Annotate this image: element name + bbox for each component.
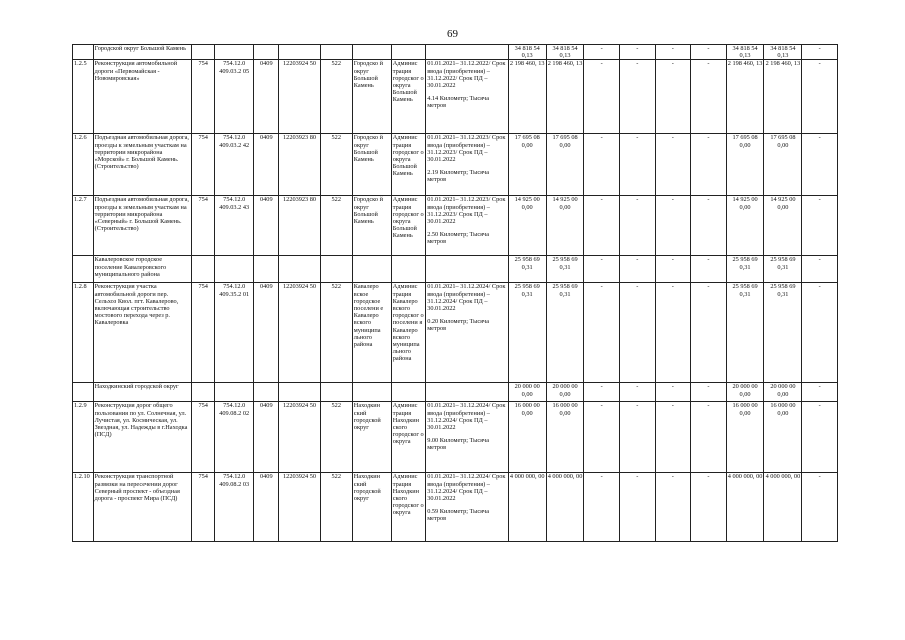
amount-cell: 25 958 69 0,31 xyxy=(726,283,764,383)
section-code: 0409 xyxy=(254,60,279,134)
empty-cell xyxy=(215,256,254,283)
dash-cell: - xyxy=(802,60,838,134)
row-number: 1.2.5 xyxy=(73,60,94,134)
table-row xyxy=(73,134,838,196)
group-name: Находкинский городской округ xyxy=(93,383,192,402)
dash-cell: - xyxy=(691,60,727,134)
budget-table xyxy=(72,44,838,542)
dash-cell: - xyxy=(584,134,620,196)
responsible-body: Админис трация городског о округа Большой Камень xyxy=(391,134,425,196)
section-code: 0409 xyxy=(254,402,279,473)
term-text: 01.01.2021– 31.12.2023/ Срок ввода (приобретения) – 31.12.2023/ Срок ПД – 30.01.2022 xyxy=(427,196,506,226)
amount-cell: 14 925 00 0,00 xyxy=(764,196,802,256)
dash-cell: - xyxy=(802,383,838,402)
amount-cell: 25 958 69 0,31 xyxy=(726,256,764,283)
term-and-capacity xyxy=(426,196,509,256)
dash-cell: - xyxy=(802,283,838,383)
expense-type-code: 522 xyxy=(320,134,352,196)
dash-cell: - xyxy=(620,473,656,542)
responsible-body: Админис трация Кавалеро вского городског о поселени я Кавалеро вского муниципа льного района xyxy=(391,283,425,383)
amount-cell: 16 000 00 0,00 xyxy=(726,402,764,473)
municipality: Кавалеро вское городское поселени е Кавалеро вского муниципа льного района xyxy=(352,283,391,383)
dash-cell: - xyxy=(655,196,691,256)
dash-cell: - xyxy=(584,402,620,473)
amount-cell: 14 925 00 0,00 xyxy=(508,196,546,256)
term-and-capacity xyxy=(426,60,509,134)
expense-type-code: 522 xyxy=(320,473,352,542)
object-name: Реконструкция дорог общего пользования по ул. Солнечная, ул. Лучистая, ул. Космическая, ул. Звездная, ул. Надежды в г.Находка (ПСД) xyxy=(93,402,192,473)
capacity-text: 2.50 Километр; Тысяча метров xyxy=(427,231,490,246)
amount-cell: 14 925 00 0,00 xyxy=(726,196,764,256)
dash-cell: - xyxy=(620,283,656,383)
target-article-code: 12203923 80 xyxy=(279,196,320,256)
dash-cell: - xyxy=(620,196,656,256)
term-text: 01.01.2021– 31.12.2024/ Срок ввода (приобретения) – 31.12.2024/ Срок ПД – 30.01.2022 xyxy=(427,283,506,313)
section-code: 0409 xyxy=(254,134,279,196)
dash-cell: - xyxy=(584,196,620,256)
dash-cell: - xyxy=(691,45,727,60)
grbs-code: 754 xyxy=(192,196,215,256)
empty-cell xyxy=(426,256,509,283)
table-row xyxy=(73,196,838,256)
amount-cell: 25 958 69 0,31 xyxy=(764,256,802,283)
grbs-code: 754 xyxy=(192,473,215,542)
empty-cell xyxy=(192,256,215,283)
empty-cell xyxy=(320,256,352,283)
empty-cell xyxy=(254,45,279,60)
term-text: 01.01.2021– 31.12.2024/ Срок ввода (приобретения) – 31.12.2024/ Срок ПД – 30.01.2022 xyxy=(427,473,506,503)
dash-cell: - xyxy=(802,196,838,256)
amount-cell: 2 198 460, 13 xyxy=(764,60,802,134)
classification-code: 754.12.0 409.35.2 01 xyxy=(215,283,254,383)
dash-cell: - xyxy=(620,256,656,283)
empty-cell xyxy=(254,256,279,283)
classification-code: 754.12.0 409.03.2 05 xyxy=(215,60,254,134)
group-row xyxy=(73,383,838,402)
responsible-body: Админис трация Находкин ского городског о округа xyxy=(391,473,425,542)
object-name: Реконструкция автомобильной дороги «Первомайская - Новомировская» xyxy=(93,60,192,134)
table-row xyxy=(73,283,838,383)
empty-cell xyxy=(352,256,391,283)
term-and-capacity xyxy=(426,283,509,383)
responsible-body: Админис трация городског о округа Большой Камень xyxy=(391,196,425,256)
dash-cell: - xyxy=(584,383,620,402)
amount-cell: 17 695 08 0,00 xyxy=(764,134,802,196)
grbs-code: 754 xyxy=(192,134,215,196)
amount-cell: 2 198 460, 13 xyxy=(546,60,584,134)
expense-type-code: 522 xyxy=(320,402,352,473)
page-number: 69 xyxy=(447,28,458,40)
row-number: 1.2.9 xyxy=(73,402,94,473)
row-number xyxy=(73,383,94,402)
table-row xyxy=(73,60,838,134)
amount-cell: 2 198 460, 13 xyxy=(508,60,546,134)
dash-cell: - xyxy=(620,383,656,402)
empty-cell xyxy=(320,45,352,60)
amount-cell: 25 958 69 0,31 xyxy=(508,256,546,283)
amount-cell: 17 695 08 0,00 xyxy=(546,134,584,196)
dash-cell: - xyxy=(584,256,620,283)
empty-cell xyxy=(215,45,254,60)
empty-cell xyxy=(215,383,254,402)
dash-cell: - xyxy=(584,45,620,60)
amount-cell: 4 000 000, 00 xyxy=(764,473,802,542)
dash-cell: - xyxy=(655,383,691,402)
object-name: Реконструкция транспортной развязки на пересечении дорог Северный проспект - объездная дорога - проспект Мира (ПСД) xyxy=(93,473,192,542)
group-row xyxy=(73,45,838,60)
target-article-code: 12203924 50 xyxy=(279,60,320,134)
empty-cell xyxy=(391,45,425,60)
target-article-code: 12203924 50 xyxy=(279,473,320,542)
grbs-code: 754 xyxy=(192,402,215,473)
row-number: 1.2.7 xyxy=(73,196,94,256)
amount-cell: 17 695 08 0,00 xyxy=(508,134,546,196)
term-and-capacity xyxy=(426,473,509,542)
term-and-capacity xyxy=(426,134,509,196)
grbs-code: 754 xyxy=(192,60,215,134)
dash-cell: - xyxy=(655,402,691,473)
dash-cell: - xyxy=(655,45,691,60)
capacity-text: 0.20 Километр; Тысяча метров xyxy=(427,318,490,333)
amount-cell: 2 198 460, 13 xyxy=(726,60,764,134)
empty-cell xyxy=(279,45,320,60)
row-number: 1.2.8 xyxy=(73,283,94,383)
dash-cell: - xyxy=(655,256,691,283)
municipality: Городско й округ Большой Камень xyxy=(352,196,391,256)
amount-cell: 4 000 000, 00 xyxy=(726,473,764,542)
section-code: 0409 xyxy=(254,473,279,542)
target-article-code: 12203923 80 xyxy=(279,134,320,196)
amount-cell: 4 000 000, 00 xyxy=(546,473,584,542)
amount-cell: 34 818 54 0,13 xyxy=(508,45,546,60)
dash-cell: - xyxy=(802,134,838,196)
group-name: Кавалеровское городское поселение Кавалеровского муниципального района xyxy=(93,256,192,283)
amount-cell: 20 000 00 0,00 xyxy=(508,383,546,402)
dash-cell: - xyxy=(620,60,656,134)
expense-type-code: 522 xyxy=(320,60,352,134)
amount-cell: 25 958 69 0,31 xyxy=(546,256,584,283)
section-code: 0409 xyxy=(254,283,279,383)
group-name: Городской округ Большой Камень xyxy=(93,45,192,60)
dash-cell: - xyxy=(691,283,727,383)
municipality: Находкин ский городской округ xyxy=(352,402,391,473)
table-row xyxy=(73,402,838,473)
section-code: 0409 xyxy=(254,196,279,256)
object-name: Подъездная автомобильная дорога, проезды к земельным участкам на территории микрорайона «Морской» г. Большой Камень. (Строительство) xyxy=(93,134,192,196)
amount-cell: 17 695 08 0,00 xyxy=(726,134,764,196)
amount-cell: 25 958 69 0,31 xyxy=(764,283,802,383)
row-number: 1.2.10 xyxy=(73,473,94,542)
empty-cell xyxy=(391,256,425,283)
municipality: Городско й округ Большой Камень xyxy=(352,60,391,134)
amount-cell: 25 958 69 0,31 xyxy=(546,283,584,383)
capacity-text: 4.14 Километр; Тысяча метров xyxy=(427,95,490,110)
dash-cell: - xyxy=(620,45,656,60)
target-article-code: 12203924 50 xyxy=(279,283,320,383)
dash-cell: - xyxy=(655,283,691,383)
capacity-text: 0.59 Километр; Тысяча метров xyxy=(427,508,490,523)
object-name: Подъездная автомобильная дорога, проезды к земельным участкам на территории микрорайона «Северный» г. Большой Камень. (Строительство) xyxy=(93,196,192,256)
term-text: 01.01.2021– 31.12.2024/ Срок ввода (приобретения) – 31.12.2024/ Срок ПД – 30.01.2022 xyxy=(427,402,506,432)
amount-cell: 4 000 000, 00 xyxy=(508,473,546,542)
table-row xyxy=(73,473,838,542)
municipality: Находкин ский городской округ xyxy=(352,473,391,542)
term-and-capacity xyxy=(426,402,509,473)
amount-cell: 16 000 00 0,00 xyxy=(546,402,584,473)
empty-cell xyxy=(192,45,215,60)
object-name: Реконструкция участка автомобильной дороги пер. Сельхоз Квол. пгт. Кавалерово, включающая строительство мостового перехода через р. Кавалеровка xyxy=(93,283,192,383)
term-text: 01.01.2021– 31.12.2023/ Срок ввода (приобретения) – 31.12.2023/ Срок ПД – 30.01.2022 xyxy=(427,134,506,164)
dash-cell: - xyxy=(584,283,620,383)
capacity-text: 2.19 Километр; Тысяча метров xyxy=(427,169,490,184)
term-text: 01.01.2021– 31.12.2022/ Срок ввода (приобретения) – 31.12.2022/ Срок ПД – 30.01.2022 xyxy=(427,60,506,90)
empty-cell xyxy=(279,383,320,402)
amount-cell: 34 818 54 0,13 xyxy=(726,45,764,60)
dash-cell: - xyxy=(691,383,727,402)
dash-cell: - xyxy=(802,45,838,60)
dash-cell: - xyxy=(691,134,727,196)
empty-cell xyxy=(352,383,391,402)
empty-cell xyxy=(391,383,425,402)
responsible-body: Админис трация городског о округа Большой Камень xyxy=(391,60,425,134)
amount-cell: 16 000 00 0,00 xyxy=(764,402,802,473)
dash-cell: - xyxy=(802,402,838,473)
empty-cell xyxy=(352,45,391,60)
amount-cell: 14 925 00 0,00 xyxy=(546,196,584,256)
dash-cell: - xyxy=(655,134,691,196)
row-number xyxy=(73,256,94,283)
dash-cell: - xyxy=(655,60,691,134)
classification-code: 754.12.0 409.08.2 02 xyxy=(215,402,254,473)
amount-cell: 16 000 00 0,00 xyxy=(508,402,546,473)
amount-cell: 20 000 00 0,00 xyxy=(546,383,584,402)
dash-cell: - xyxy=(620,402,656,473)
amount-cell: 25 958 69 0,31 xyxy=(508,283,546,383)
responsible-body: Админис трация Находкин ского городског о округа xyxy=(391,402,425,473)
dash-cell: - xyxy=(584,60,620,134)
empty-cell xyxy=(426,383,509,402)
dash-cell: - xyxy=(691,196,727,256)
dash-cell: - xyxy=(691,256,727,283)
municipality: Городско й округ Большой Камень xyxy=(352,134,391,196)
empty-cell xyxy=(279,256,320,283)
classification-code: 754.12.0 409.03.2 42 xyxy=(215,134,254,196)
empty-cell xyxy=(192,383,215,402)
classification-code: 754.12.0 409.08.2 03 xyxy=(215,473,254,542)
dash-cell: - xyxy=(802,256,838,283)
amount-cell: 34 818 54 0,13 xyxy=(546,45,584,60)
dash-cell: - xyxy=(620,134,656,196)
group-row xyxy=(73,256,838,283)
dash-cell: - xyxy=(802,473,838,542)
dash-cell: - xyxy=(691,402,727,473)
dash-cell: - xyxy=(655,473,691,542)
expense-type-code: 522 xyxy=(320,283,352,383)
expense-type-code: 522 xyxy=(320,196,352,256)
amount-cell: 20 000 00 0,00 xyxy=(764,383,802,402)
amount-cell: 34 818 54 0,13 xyxy=(764,45,802,60)
capacity-text: 9.00 Километр; Тысяча метров xyxy=(427,437,490,452)
dash-cell: - xyxy=(584,473,620,542)
dash-cell: - xyxy=(691,473,727,542)
grbs-code: 754 xyxy=(192,283,215,383)
classification-code: 754.12.0 409.03.2 43 xyxy=(215,196,254,256)
empty-cell xyxy=(320,383,352,402)
row-number xyxy=(73,45,94,60)
empty-cell xyxy=(426,45,509,60)
target-article-code: 12203924 50 xyxy=(279,402,320,473)
row-number: 1.2.6 xyxy=(73,134,94,196)
amount-cell: 20 000 00 0,00 xyxy=(726,383,764,402)
empty-cell xyxy=(254,383,279,402)
